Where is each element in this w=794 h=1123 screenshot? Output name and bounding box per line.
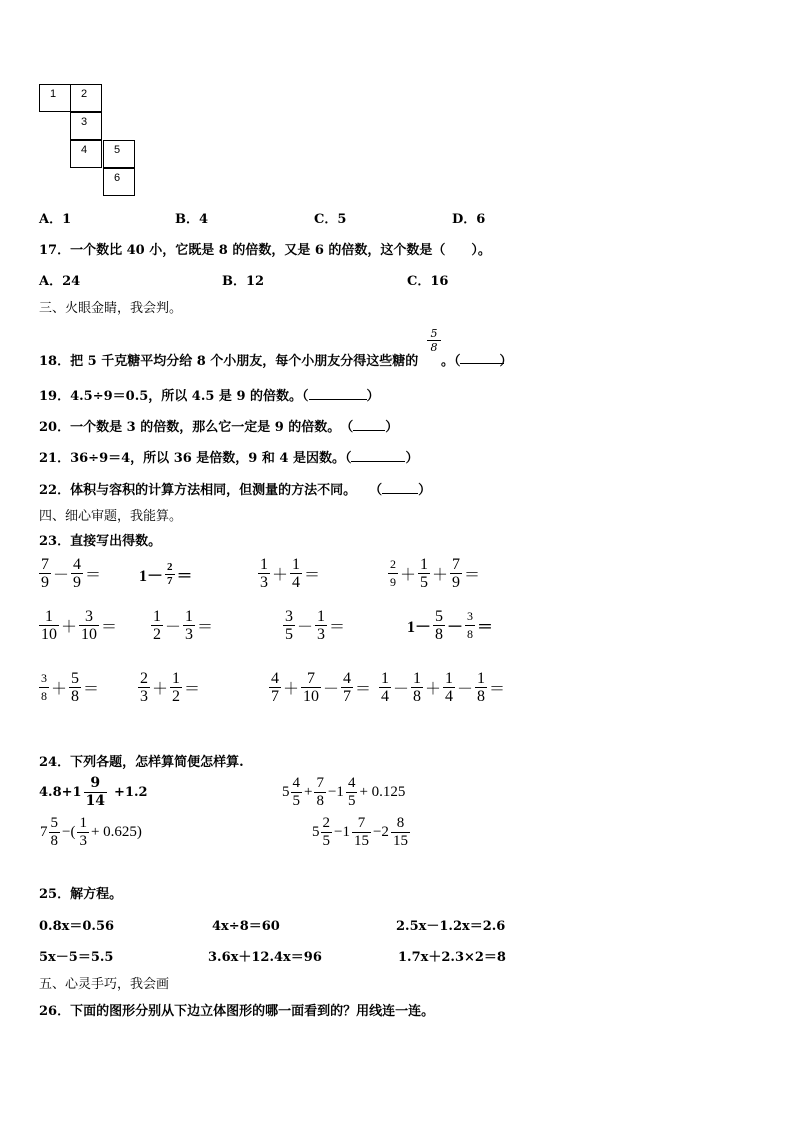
numerator: 9 <box>84 775 107 793</box>
numerator: 4 <box>271 670 279 687</box>
equals: ＝ <box>477 619 494 636</box>
numerator: 1 <box>39 608 59 626</box>
q23-expr-11 <box>268 670 372 705</box>
net-cell-5: 5 <box>103 140 135 168</box>
q19-text: 19．4.5÷9＝0.5，所以 4.5 是 9 的倍数。（ <box>39 389 309 404</box>
denominator: 5 <box>420 574 429 591</box>
q17-option-c: C．16 <box>407 274 449 289</box>
denominator: 8 <box>71 688 80 705</box>
numerator: 7 <box>452 556 461 573</box>
numerator: 4 <box>347 775 356 791</box>
q18-answer-blank[interactable] <box>460 363 504 364</box>
operator: ＋ <box>432 567 449 584</box>
operand: + 0.125 <box>359 784 406 800</box>
numerator: 2 <box>167 561 173 573</box>
numerator: 1 <box>153 608 161 625</box>
q24-expr-b <box>282 775 406 810</box>
q17-option-b: B．12 <box>222 274 265 289</box>
numerator: 1 <box>445 670 454 687</box>
equals: ＝ <box>489 681 506 698</box>
net-cell-2: 2 <box>70 84 102 112</box>
q19-line <box>39 385 380 404</box>
q25-eq-1: 0.8x＝0.56 <box>39 919 115 934</box>
q23-expr-9 <box>38 670 100 705</box>
q23-expr-12 <box>378 670 506 705</box>
denominator: 10 <box>81 626 98 643</box>
equals: ＝ <box>83 681 100 698</box>
denominator: 8 <box>477 688 486 705</box>
denominator: 9 <box>41 574 49 591</box>
q16-option-c: C．5 <box>314 212 347 227</box>
q23-expr-5 <box>38 608 118 643</box>
operator: － <box>393 681 410 698</box>
q23-expr-4 <box>387 556 481 591</box>
numerator: 2 <box>140 670 148 687</box>
numerator: 3 <box>465 608 475 626</box>
denominator: 9 <box>73 574 82 591</box>
q24-expr-c <box>40 815 143 850</box>
operator: −( <box>62 824 76 840</box>
q25-eq-2: 4x÷8＝60 <box>212 919 280 934</box>
q17-text: 17．一个数比 40 小，它既是 8 的倍数，又是 6 的倍数，这个数是（ ）。 <box>39 243 491 258</box>
numerator: 1 <box>292 556 301 573</box>
denominator: 4 <box>292 574 301 591</box>
denominator: 15 <box>392 833 408 849</box>
operand: +1.2 <box>114 785 148 800</box>
equals: ＝ <box>176 568 193 585</box>
section-4-heading: 四、细心审题，我能算。 <box>39 509 183 524</box>
q18-fraction-denominator: 8 <box>430 341 438 354</box>
numerator: 1 <box>477 670 486 687</box>
denominator: 8 <box>316 793 324 809</box>
equals: ＝ <box>304 567 321 584</box>
equals: ＝ <box>101 619 118 636</box>
operator: － <box>447 619 464 636</box>
q24-expr-a <box>38 775 149 810</box>
q22-line <box>39 479 431 498</box>
operator: ＋ <box>51 681 68 698</box>
denominator: 9 <box>390 575 396 589</box>
q22-text: 22．体积与容积的计算方法相同，但测量的方法不同。 （ <box>39 483 383 498</box>
numerator: 5 <box>50 815 58 831</box>
operator: ＋ <box>425 681 442 698</box>
net-cell-4: 4 <box>70 140 102 168</box>
q22-answer-blank[interactable] <box>382 493 418 494</box>
q20-close: ） <box>385 420 399 435</box>
q20-text: 20．一个数是 3 的倍数，那么它一定是 9 的倍数。 （ <box>39 420 354 435</box>
q23-expr-1 <box>38 556 102 591</box>
denominator: 8 <box>41 689 47 703</box>
numerator: 2 <box>388 556 398 574</box>
operator: － <box>323 681 340 698</box>
q18-tail: 。（ ） <box>441 354 513 369</box>
operator: 1－ <box>407 619 432 636</box>
operator: － <box>297 619 314 636</box>
q18-fraction-numerator: 5 <box>427 327 441 341</box>
operator: 1－ <box>139 568 164 585</box>
numerator: 3 <box>285 608 293 625</box>
denominator: 8 <box>467 627 474 641</box>
operator: −1 <box>334 824 350 840</box>
numerator: 7 <box>301 670 321 688</box>
denominator: 5 <box>322 833 330 849</box>
numerator: 1 <box>420 556 429 573</box>
numerator: 8 <box>391 815 410 833</box>
q21-line <box>39 447 419 466</box>
numerator: 7 <box>316 775 324 791</box>
numerator: 4 <box>343 670 352 687</box>
operator: ＋ <box>61 619 78 636</box>
q20-line <box>39 416 398 435</box>
operator: −1 <box>327 784 344 800</box>
operator: ＋ <box>152 681 169 698</box>
q19-close: ） <box>366 389 380 404</box>
numerator: 1 <box>185 608 194 625</box>
denominator: 8 <box>435 626 444 643</box>
q23-expr-7 <box>282 608 346 643</box>
operator: － <box>53 567 70 584</box>
q16-option-b: B．4 <box>175 212 209 227</box>
q25-eq-5: 3.6x＋12.4x＝96 <box>208 950 322 965</box>
denominator: 2 <box>153 626 161 643</box>
q18-text <box>39 350 418 369</box>
q25-eq-4: 5x－5＝5.5 <box>39 950 114 965</box>
denominator: 5 <box>285 626 293 643</box>
numerator: 7 <box>352 815 371 833</box>
denominator: 2 <box>172 688 181 705</box>
numerator: 1 <box>79 815 87 831</box>
q24-expr-d <box>312 815 411 850</box>
denominator: 10 <box>303 688 320 705</box>
q23-expr-6 <box>150 608 214 643</box>
q26-text: 26．下面的图形分别从下边立体图形的哪一面看到的？用线连一连。 <box>39 1004 435 1019</box>
operator: － <box>457 681 474 698</box>
denominator: 5 <box>347 793 356 809</box>
q23-expr-8 <box>406 608 494 643</box>
q22-close: ） <box>418 483 432 498</box>
q24-title: 24．下列各题，怎样算简便怎样算. <box>39 755 244 770</box>
denominator: 3 <box>260 574 268 591</box>
operator: −2 <box>372 824 389 840</box>
denominator: 3 <box>317 626 326 643</box>
q19-answer-blank[interactable] <box>309 399 367 400</box>
denominator: 10 <box>41 626 57 643</box>
equals: ＝ <box>184 681 201 698</box>
numerator: 1 <box>172 670 181 687</box>
numerator: 4 <box>73 556 82 573</box>
operator: + <box>304 784 313 800</box>
q21-close: ） <box>405 451 419 466</box>
numerator: 5 <box>435 608 444 625</box>
denominator: 3 <box>185 626 194 643</box>
equals: ＝ <box>329 619 346 636</box>
q25-eq-3: 2.5x－1.2x＝2.6 <box>396 919 506 934</box>
q18-stem: 18．把 5 千克糖平均分给 8 个小朋友，每个小朋友分得这些糖的 <box>39 354 419 369</box>
denominator: 8 <box>413 688 422 705</box>
section-5-heading: 五、心灵手巧，我会画 <box>39 977 170 992</box>
q16-option-d: D．6 <box>452 212 486 227</box>
denominator: 9 <box>452 574 461 591</box>
q21-answer-blank[interactable] <box>351 461 405 462</box>
denominator: 4 <box>381 688 389 705</box>
numerator: 3 <box>39 670 49 688</box>
equals: ＝ <box>355 681 372 698</box>
numerator: 1 <box>260 556 268 573</box>
q25-eq-6: 1.7x＋2.3×2＝8 <box>398 950 506 965</box>
whole-part: 4.8+1 <box>39 785 82 800</box>
equals: ＝ <box>197 619 214 636</box>
numerator: 7 <box>41 556 49 573</box>
numerator: 5 <box>71 670 80 687</box>
q18-fraction <box>427 327 441 354</box>
denominator: 7 <box>343 688 352 705</box>
net-cell-6: 6 <box>103 168 135 196</box>
denominator: 4 <box>445 688 454 705</box>
q23-title: 23．直接写出得数。 <box>39 534 162 549</box>
numerator: 2 <box>322 815 330 831</box>
net-cell-3: 3 <box>70 112 102 140</box>
operator: ＋ <box>400 567 417 584</box>
whole-part: 5 <box>282 784 290 800</box>
equals: ＝ <box>464 567 481 584</box>
whole-part: 7 <box>40 824 48 840</box>
whole-part: 5 <box>312 824 320 840</box>
q23-expr-2 <box>138 561 194 588</box>
q23-expr-3 <box>257 556 321 591</box>
q25-title: 25．解方程。 <box>39 887 123 902</box>
net-cell-1: 1 <box>39 84 71 112</box>
q20-answer-blank[interactable] <box>353 430 385 431</box>
numerator: 1 <box>413 670 422 687</box>
operator: ＋ <box>272 567 289 584</box>
denominator: 3 <box>79 833 87 849</box>
q16-option-a: A．1 <box>39 212 72 227</box>
q18-answer-paren <box>441 350 513 369</box>
operator: ＋ <box>283 681 300 698</box>
q21-text: 21．36÷9＝4，所以 36 是倍数，9 和 4 是因数。（ <box>39 451 352 466</box>
numerator: 4 <box>292 775 300 791</box>
section-3-heading: 三、火眼金睛，我会判。 <box>39 301 183 316</box>
denominator: 15 <box>353 833 369 849</box>
equals: ＝ <box>85 567 102 584</box>
denominator: 5 <box>292 793 300 809</box>
q23-expr-10 <box>137 670 201 705</box>
denominator: 14 <box>85 793 106 809</box>
operand: + 0.625) <box>90 824 142 840</box>
operator: － <box>165 619 182 636</box>
denominator: 7 <box>271 688 279 705</box>
denominator: 3 <box>140 688 148 705</box>
numerator: 3 <box>79 608 99 626</box>
denominator: 7 <box>167 575 173 587</box>
denominator: 8 <box>50 833 58 849</box>
numerator: 1 <box>317 608 326 625</box>
q17-option-a: A．24 <box>39 274 81 289</box>
numerator: 1 <box>381 670 389 687</box>
